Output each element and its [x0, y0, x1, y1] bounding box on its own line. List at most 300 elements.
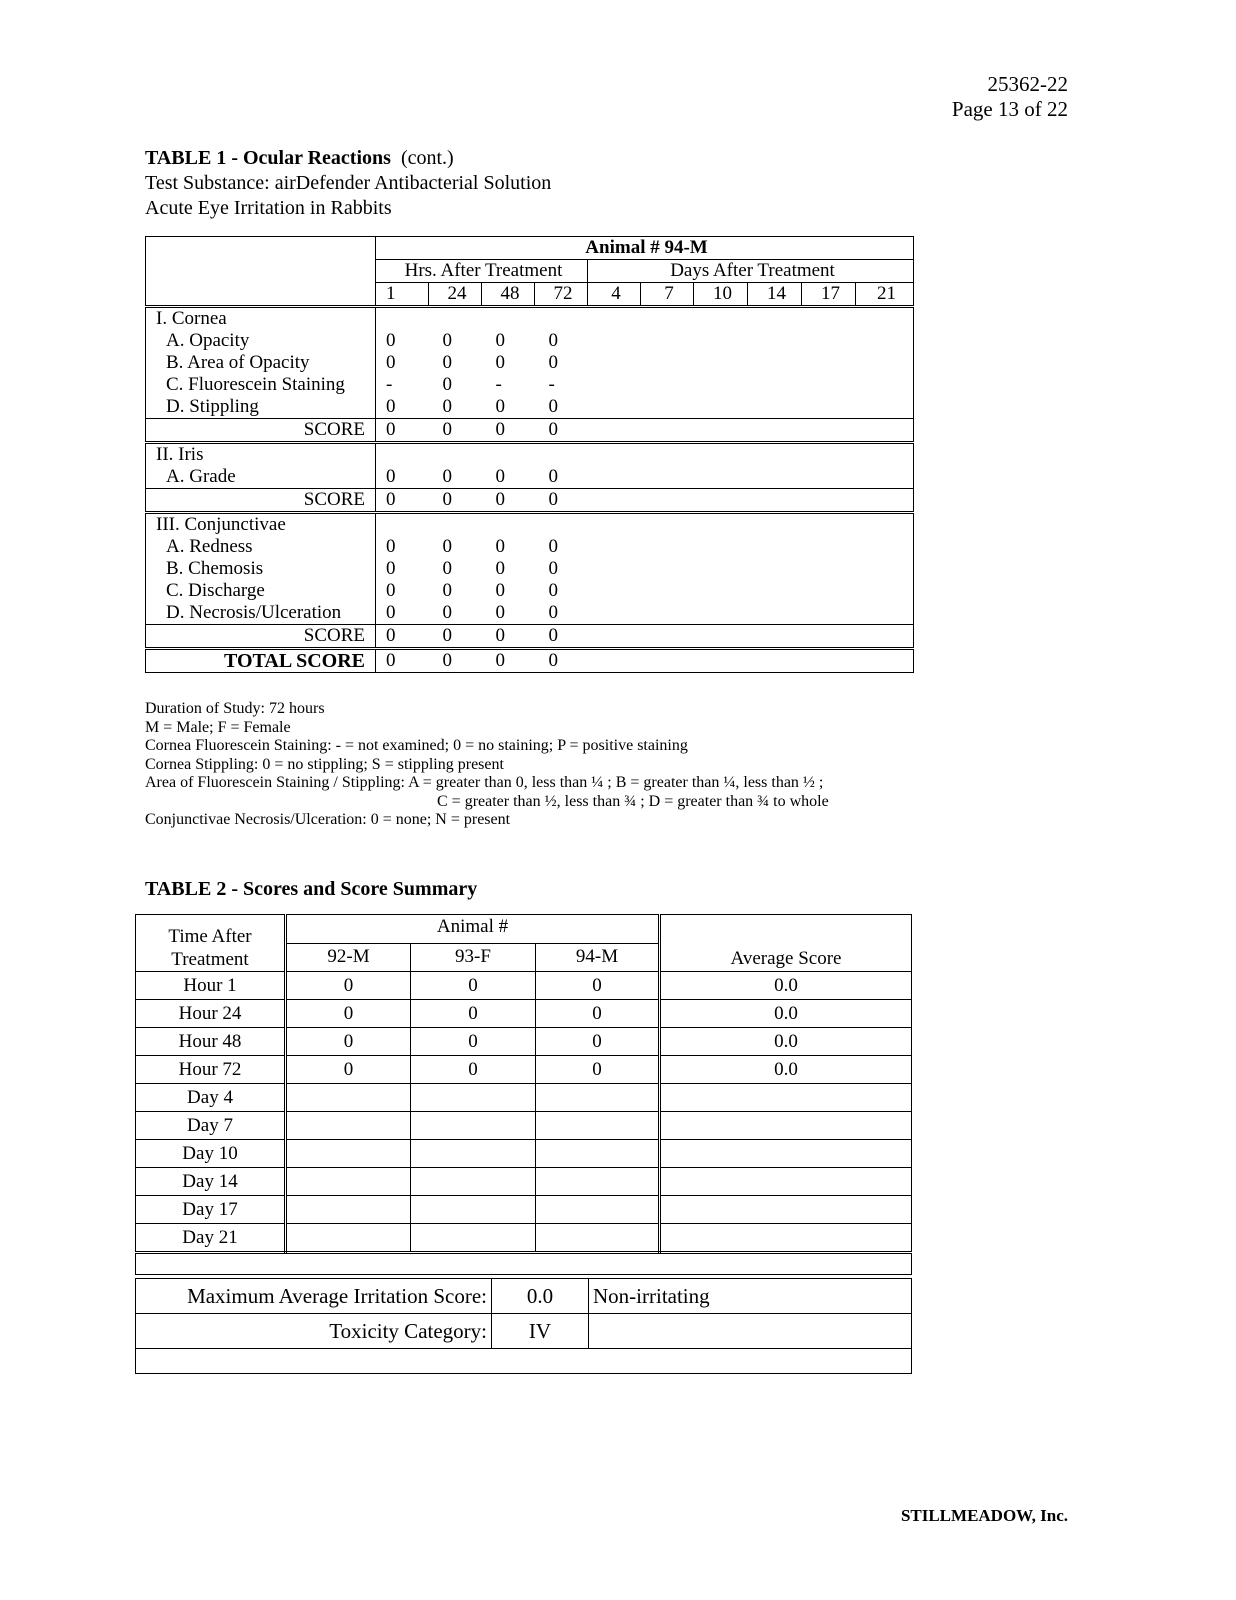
value-cell: 0 — [376, 352, 429, 374]
observation-row — [146, 396, 914, 419]
empty-cell — [694, 513, 748, 537]
animal-score-cell — [411, 1196, 536, 1224]
time-col-header: 72 — [535, 283, 588, 307]
hrs-after-treatment-header: Hrs. After Treatment — [376, 260, 588, 283]
value-cell — [641, 602, 694, 625]
table1-footnotes — [145, 700, 925, 830]
observation-row — [146, 352, 914, 374]
value-cell: 0 — [495, 330, 505, 351]
empty-cell — [588, 307, 641, 331]
section-title: I. Cornea — [146, 307, 376, 331]
value-cell — [588, 396, 641, 419]
value-cell: 0 — [548, 580, 558, 601]
note-sex: M = Male; F = Female — [145, 718, 291, 736]
value-cell: 0 — [429, 489, 482, 513]
empty-cell — [429, 443, 482, 467]
value-cell — [694, 374, 748, 396]
value-cell: 0 — [442, 536, 452, 557]
section-title: III. Conjunctivae — [146, 513, 376, 537]
animal-score-cell: 0 — [411, 1056, 536, 1084]
time-point: Day 7 — [136, 1112, 286, 1140]
value-cell — [856, 489, 914, 513]
animal-score-cell: 0 — [286, 1028, 411, 1056]
empty-cell — [856, 513, 914, 537]
value-cell — [856, 419, 914, 443]
value-cell: 0 — [535, 489, 588, 513]
score-row — [136, 1168, 912, 1196]
observation-label: A. Redness — [146, 536, 376, 558]
time-point: Day 17 — [136, 1196, 286, 1224]
section-title-row — [146, 513, 914, 537]
observation-label: B. Area of Opacity — [146, 352, 376, 374]
page-header — [952, 72, 1068, 122]
observation-row — [146, 466, 914, 489]
value-cell — [802, 374, 856, 396]
time-point: Day 4 — [136, 1084, 286, 1112]
average-score-cell — [660, 1084, 912, 1112]
time-point: Hour 1 — [136, 972, 286, 1000]
value-cell — [856, 649, 914, 673]
value-cell — [802, 649, 856, 673]
total-score-label: TOTAL SCORE — [146, 649, 376, 673]
value-cell — [694, 625, 748, 649]
animal-number-header: Animal # — [286, 915, 660, 944]
time-point: Day 10 — [136, 1140, 286, 1168]
value-cell — [856, 374, 914, 396]
value-cell — [748, 466, 802, 489]
observation-row — [146, 580, 914, 602]
empty-cell — [856, 307, 914, 331]
animal-score-cell — [411, 1084, 536, 1112]
section-title: II. Iris — [146, 443, 376, 467]
animal-score-cell: 0 — [536, 972, 660, 1000]
value-cell: 0 — [482, 489, 535, 513]
value-cell — [694, 558, 748, 580]
value-cell — [588, 580, 641, 602]
value-cell — [856, 625, 914, 649]
empty-cell — [641, 307, 694, 331]
empty-cell — [748, 307, 802, 331]
value-cell: 0 — [548, 466, 558, 487]
score-row — [136, 1028, 912, 1056]
time-col-header: 10 — [694, 283, 748, 307]
value-cell — [748, 649, 802, 673]
empty-cell — [429, 513, 482, 537]
empty-cell — [856, 443, 914, 467]
observation-label: A. Opacity — [146, 330, 376, 352]
animal-score-cell: 0 — [286, 1056, 411, 1084]
table1-title-cont: (cont.) — [400, 147, 454, 169]
animal-score-cell — [536, 1112, 660, 1140]
animal-score-cell — [286, 1224, 411, 1253]
value-cell: - — [376, 374, 429, 396]
value-cell: - — [495, 374, 502, 395]
empty-cell — [376, 307, 429, 331]
value-cell: 0 — [495, 580, 505, 601]
value-cell: 0 — [442, 558, 452, 579]
average-score-cell: 0.0 — [660, 1028, 912, 1056]
value-cell: 0 — [548, 536, 558, 557]
toxicity-category-value: IV — [492, 1314, 589, 1349]
value-cell — [588, 536, 641, 558]
total-score-row — [146, 649, 914, 673]
empty-cell — [641, 443, 694, 467]
animal-score-cell — [411, 1168, 536, 1196]
value-cell — [802, 536, 856, 558]
company-footer: STILLMEADOW, Inc. — [900, 1506, 1068, 1525]
time-point: Hour 72 — [136, 1056, 286, 1084]
table1-title-bold: TABLE 1 - Ocular Reactions — [145, 147, 391, 169]
value-cell — [641, 558, 694, 580]
time-col-header: 4 — [588, 283, 641, 307]
empty-cell — [748, 513, 802, 537]
observation-label: B. Chemosis — [146, 558, 376, 580]
value-cell — [641, 374, 694, 396]
score-row — [136, 972, 912, 1000]
value-cell — [856, 330, 914, 352]
score-row — [136, 1000, 912, 1028]
value-cell — [802, 396, 856, 419]
value-cell — [748, 580, 802, 602]
t1-header-row-animal — [146, 237, 914, 260]
value-cell: 0 — [442, 580, 452, 601]
value-cell — [588, 466, 641, 489]
observation-row — [146, 602, 914, 625]
value-cell — [748, 396, 802, 419]
score-row — [136, 1056, 912, 1084]
time-col-header: 21 — [856, 283, 914, 307]
section-score-label: SCORE — [146, 489, 376, 513]
value-cell — [694, 536, 748, 558]
value-cell — [588, 489, 641, 513]
value-cell — [694, 419, 748, 443]
value-cell: 0 — [535, 419, 588, 443]
observation-label: D. Stippling — [146, 396, 376, 419]
time-col-header: 1 — [376, 283, 429, 307]
average-score-cell: 0.0 — [660, 1056, 912, 1084]
animal-score-cell — [536, 1224, 660, 1253]
observation-row — [146, 536, 914, 558]
value-cell — [588, 419, 641, 443]
average-score-cell — [660, 1168, 912, 1196]
value-cell — [588, 649, 641, 673]
average-score-cell — [660, 1196, 912, 1224]
value-cell: 0 — [548, 558, 558, 579]
table1-subtitle-substance: Test Substance: airDefender Antibacterial Solution — [145, 172, 552, 194]
score-summary-table — [135, 914, 912, 1275]
empty-cell — [535, 307, 588, 331]
value-cell: 0 — [442, 374, 452, 395]
irritation-summary-table — [135, 1278, 912, 1374]
animal-score-cell — [536, 1168, 660, 1196]
value-cell — [641, 580, 694, 602]
empty-cell — [482, 307, 535, 331]
empty-cell — [588, 513, 641, 537]
value-cell: 0 — [429, 649, 482, 673]
max-avg-score-label: Maximum Average Irritation Score: — [136, 1279, 492, 1314]
value-cell — [694, 602, 748, 625]
animal-score-cell: 0 — [536, 1000, 660, 1028]
value-cell: 0 — [376, 649, 429, 673]
table1-title — [145, 146, 454, 171]
time-point: Day 14 — [136, 1168, 286, 1196]
value-cell: 0 — [442, 466, 452, 487]
value-cell: 0 — [495, 466, 505, 487]
empty-cell — [482, 513, 535, 537]
animal-score-cell: 0 — [411, 1000, 536, 1028]
value-cell: 0 — [535, 625, 588, 649]
time-point: Day 21 — [136, 1224, 286, 1253]
animal-score-cell — [286, 1140, 411, 1168]
value-cell — [802, 466, 856, 489]
animal-score-cell — [411, 1224, 536, 1253]
animal-score-cell — [536, 1084, 660, 1112]
animal-score-cell: 0 — [411, 1028, 536, 1056]
value-cell — [802, 419, 856, 443]
section-score-label: SCORE — [146, 419, 376, 443]
score-row — [136, 1084, 912, 1112]
section-score-row — [146, 625, 914, 649]
score-row — [136, 1196, 912, 1224]
document-id: 25362-22 — [987, 72, 1068, 96]
observation-row — [146, 330, 914, 352]
value-cell: 0 — [548, 602, 558, 623]
average-score-cell: 0.0 — [660, 1000, 912, 1028]
value-cell: 0 — [376, 489, 429, 513]
value-cell — [856, 466, 914, 489]
toxicity-empty-cell — [589, 1314, 912, 1349]
value-cell — [802, 625, 856, 649]
days-after-treatment-header: Days After Treatment — [588, 260, 914, 283]
max-avg-score-value: 0.0 — [492, 1279, 589, 1314]
value-cell: 0 — [548, 396, 558, 417]
value-cell — [802, 602, 856, 625]
value-cell: 0 — [429, 419, 482, 443]
value-cell: 0 — [495, 602, 505, 623]
animal-93f-header: 93-F — [411, 943, 536, 972]
score-row — [136, 1140, 912, 1168]
value-cell — [802, 558, 856, 580]
value-cell — [802, 330, 856, 352]
value-cell: 0 — [548, 352, 558, 373]
animal-score-cell: 0 — [536, 1028, 660, 1056]
spacer-cell — [136, 1253, 912, 1275]
page-number: Page 13 of 22 — [951, 97, 1068, 121]
note-area: Area of Fluorescein Staining / Stippling: A = greater than 0, less than ¼ ; B = greater than ¼, less than ½ ; — [145, 774, 824, 791]
value-cell — [641, 489, 694, 513]
summary-empty-row — [136, 1349, 912, 1374]
animal-score-cell — [286, 1168, 411, 1196]
value-cell — [748, 625, 802, 649]
animal-score-cell — [411, 1112, 536, 1140]
animal-92m-header: 92-M — [286, 943, 411, 972]
value-cell — [694, 352, 748, 374]
time-col-header: 17 — [802, 283, 856, 307]
table2-spacer-row — [136, 1253, 912, 1275]
value-cell: 0 — [376, 466, 429, 489]
t1-corner-cell — [146, 237, 376, 307]
time-point: Hour 48 — [136, 1028, 286, 1056]
value-cell — [856, 352, 914, 374]
observation-label: A. Grade — [146, 466, 376, 489]
value-cell: 0 — [548, 330, 558, 351]
average-score-cell: 0.0 — [660, 972, 912, 1000]
value-cell: 0 — [495, 352, 505, 373]
value-cell — [856, 602, 914, 625]
irritation-classification: Non-irritating — [589, 1279, 912, 1314]
value-cell — [748, 330, 802, 352]
value-cell — [588, 625, 641, 649]
table1-subtitle-study: Acute Eye Irritation in Rabbits — [145, 197, 392, 219]
value-cell: 0 — [442, 330, 452, 351]
value-cell: 0 — [495, 396, 505, 417]
value-cell — [588, 602, 641, 625]
empty-cell — [429, 307, 482, 331]
observation-row — [146, 558, 914, 580]
value-cell — [588, 352, 641, 374]
value-cell — [694, 489, 748, 513]
animal-id-header: Animal # 94-M — [376, 237, 914, 260]
value-cell: 0 — [376, 536, 429, 558]
value-cell — [694, 396, 748, 419]
empty-cell — [802, 443, 856, 467]
value-cell — [748, 558, 802, 580]
time-col-header: 7 — [641, 283, 694, 307]
value-cell — [856, 536, 914, 558]
value-cell: 0 — [442, 602, 452, 623]
empty-cell — [482, 443, 535, 467]
value-cell — [641, 330, 694, 352]
time-point: Hour 24 — [136, 1000, 286, 1028]
time-col-header: 24 — [429, 283, 482, 307]
average-score-cell — [660, 1224, 912, 1253]
empty-cell — [588, 443, 641, 467]
value-cell — [694, 466, 748, 489]
value-cell — [748, 352, 802, 374]
value-cell: 0 — [376, 419, 429, 443]
value-cell — [748, 536, 802, 558]
note-duration: Duration of Study: 72 hours — [145, 700, 325, 717]
animal-score-cell — [411, 1140, 536, 1168]
score-row — [136, 1112, 912, 1140]
value-cell: 0 — [429, 625, 482, 649]
note-necrosis: Conjunctivae Necrosis/Ulceration: 0 = none; N = present — [145, 811, 511, 828]
value-cell — [748, 489, 802, 513]
animal-score-cell: 0 — [411, 972, 536, 1000]
animal-score-cell: 0 — [286, 972, 411, 1000]
value-cell: 0 — [495, 536, 505, 557]
time-col-header: 48 — [482, 283, 535, 307]
value-cell — [588, 330, 641, 352]
time-after-treatment-header — [136, 915, 286, 972]
value-cell: 0 — [376, 558, 429, 580]
value-cell: 0 — [376, 602, 429, 625]
value-cell — [641, 466, 694, 489]
section-score-row — [146, 489, 914, 513]
time-header-text: Time After Treatment — [168, 926, 252, 970]
empty-cell — [802, 307, 856, 331]
value-cell — [802, 489, 856, 513]
empty-cell — [641, 513, 694, 537]
value-cell — [748, 602, 802, 625]
value-cell: 0 — [482, 649, 535, 673]
ocular-reactions-table — [145, 236, 914, 673]
value-cell — [694, 330, 748, 352]
value-cell: 0 — [442, 396, 452, 417]
value-cell — [802, 352, 856, 374]
value-cell: - — [548, 374, 555, 395]
toxicity-category-label: Toxicity Category: — [136, 1314, 492, 1349]
value-cell — [641, 419, 694, 443]
value-cell — [588, 558, 641, 580]
value-cell — [641, 352, 694, 374]
empty-cell — [376, 513, 429, 537]
value-cell — [856, 396, 914, 419]
score-row — [136, 1224, 912, 1253]
note-fluorescein: Cornea Fluorescein Staining: - = not examined; 0 = no staining; P = positive staining — [145, 737, 688, 754]
animal-score-cell — [286, 1196, 411, 1224]
empty-cell — [694, 443, 748, 467]
value-cell: 0 — [376, 625, 429, 649]
observation-label: C. Discharge — [146, 580, 376, 602]
value-cell — [641, 649, 694, 673]
section-title-row — [146, 443, 914, 467]
value-cell — [588, 374, 641, 396]
value-cell — [856, 580, 914, 602]
value-cell — [748, 374, 802, 396]
animal-score-cell — [536, 1196, 660, 1224]
value-cell — [641, 536, 694, 558]
value-cell — [641, 396, 694, 419]
animal-score-cell — [286, 1112, 411, 1140]
animal-score-cell: 0 — [286, 1000, 411, 1028]
value-cell — [641, 625, 694, 649]
value-cell: 0 — [495, 558, 505, 579]
empty-cell — [535, 443, 588, 467]
section-score-row — [146, 419, 914, 443]
section-title-row — [146, 307, 914, 331]
value-cell — [802, 580, 856, 602]
value-cell — [748, 419, 802, 443]
average-score-cell — [660, 1112, 912, 1140]
empty-cell — [535, 513, 588, 537]
section-score-label: SCORE — [146, 625, 376, 649]
table2-title: TABLE 2 - Scores and Score Summary — [145, 878, 478, 900]
empty-cell — [748, 443, 802, 467]
value-cell: 0 — [376, 580, 429, 602]
observation-label: D. Necrosis/Ulceration — [146, 602, 376, 625]
note-area-cont: C = greater than ½, less than ¾ ; D = greater than ¾ to whole — [437, 792, 829, 810]
value-cell: 0 — [535, 649, 588, 673]
value-cell: 0 — [376, 330, 429, 352]
empty-cell — [376, 443, 429, 467]
value-cell: 0 — [376, 396, 429, 419]
observation-row — [146, 374, 914, 396]
value-cell: 0 — [482, 419, 535, 443]
animal-94m-header: 94-M — [536, 943, 660, 972]
average-score-cell — [660, 1140, 912, 1168]
empty-cell — [802, 513, 856, 537]
value-cell — [694, 649, 748, 673]
value-cell — [694, 580, 748, 602]
value-cell: 0 — [442, 352, 452, 373]
average-score-header: Average Score — [660, 915, 912, 972]
note-stippling: Cornea Stippling: 0 = no stippling; S = stippling present — [145, 755, 504, 773]
value-cell — [856, 558, 914, 580]
value-cell: 0 — [482, 625, 535, 649]
animal-score-cell — [536, 1140, 660, 1168]
time-col-header: 14 — [748, 283, 802, 307]
